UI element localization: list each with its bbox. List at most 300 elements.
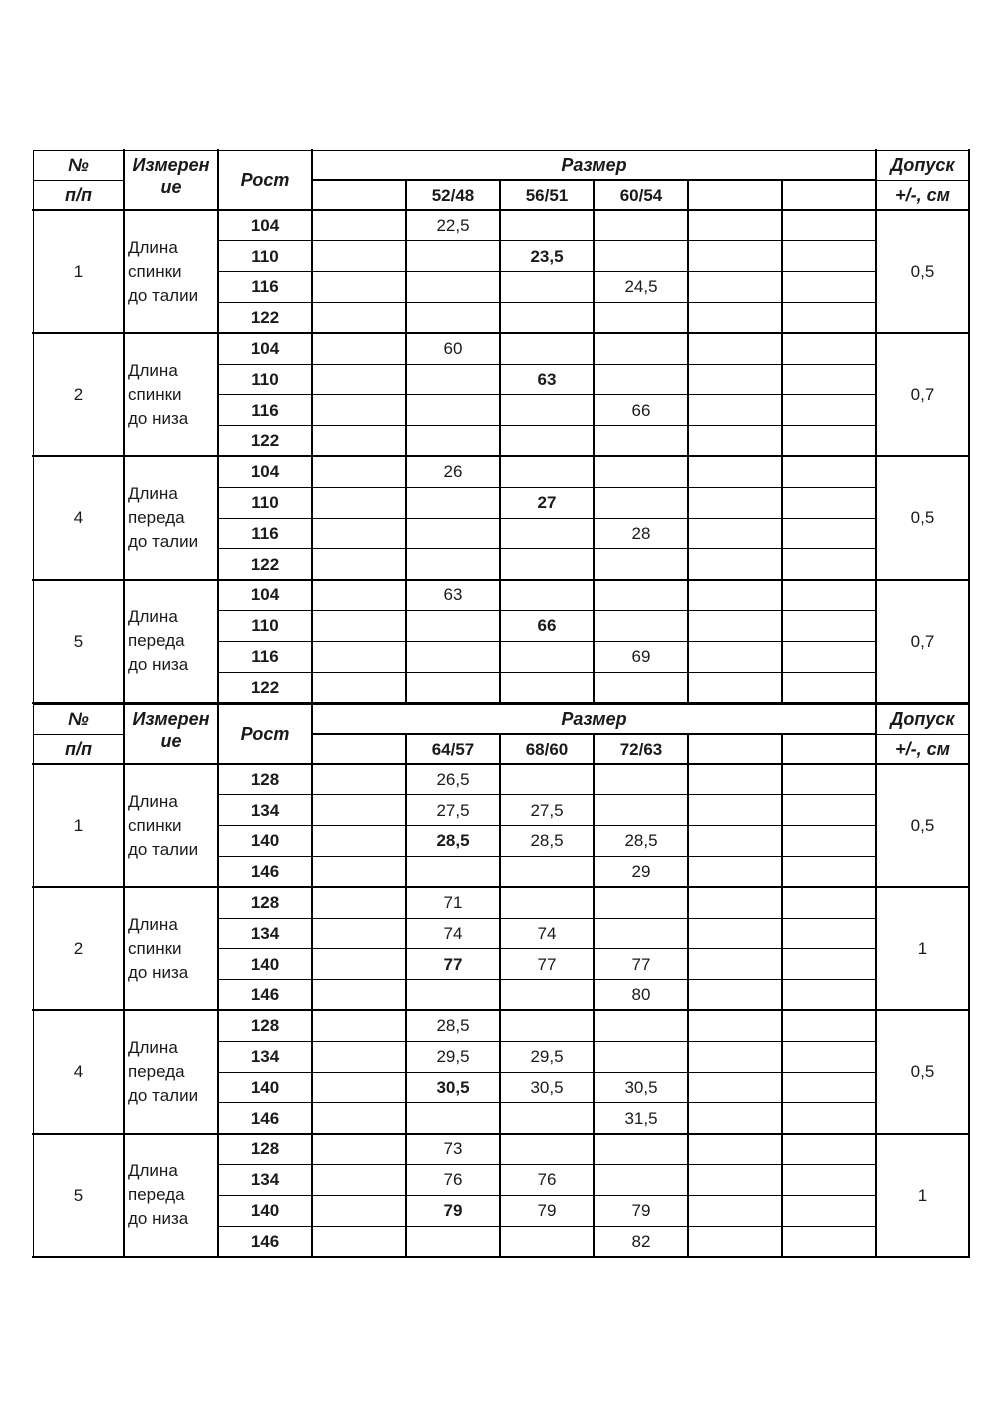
tolerance-value: 1 (917, 1185, 928, 1205)
table-cell (594, 918, 688, 949)
table-cell (782, 1134, 876, 1165)
table-cell (688, 487, 782, 518)
table-cell (782, 1226, 876, 1257)
table-cell (688, 395, 782, 426)
table-cell (688, 580, 782, 611)
table-cell (406, 549, 500, 580)
table-cell: 27,5 (436, 800, 470, 820)
table-rule (876, 180, 970, 181)
table-cell: 28,5 (436, 831, 470, 851)
table-rule (218, 394, 877, 395)
table-rule (218, 825, 877, 826)
tolerance-value: 0,5 (910, 508, 935, 528)
table-cell (594, 887, 688, 918)
height-value: 116 (251, 400, 279, 420)
table-rule (32, 763, 970, 765)
table-cell (500, 980, 594, 1011)
table-cell: 82 (631, 1231, 651, 1251)
header-size: Размер (561, 709, 627, 729)
table-cell (312, 826, 406, 857)
table-rule (687, 179, 689, 704)
table-cell: 30,5 (624, 1077, 658, 1097)
row-number: 4 (73, 1062, 84, 1082)
table-cell (312, 456, 406, 487)
table-cell (500, 764, 594, 795)
height-value: 104 (250, 462, 280, 482)
table-cell (688, 1072, 782, 1103)
table-rule (33, 734, 125, 735)
table-cell (688, 610, 782, 641)
table-rule (32, 209, 970, 211)
table-cell (688, 1010, 782, 1041)
table-cell (688, 826, 782, 857)
table-cell: 60 (443, 339, 463, 359)
table-cell (406, 487, 500, 518)
table-cell (688, 302, 782, 333)
table-rule (218, 302, 877, 303)
table-cell (782, 241, 876, 272)
table-cell (688, 272, 782, 303)
table-rule (123, 149, 125, 704)
table-rule (218, 610, 877, 611)
table-cell (782, 302, 876, 333)
height-value: 116 (251, 647, 279, 667)
table-rule (781, 733, 783, 1258)
table-cell (594, 672, 688, 703)
table-cell (782, 949, 876, 980)
table-rule (218, 1195, 877, 1196)
table-rule (499, 179, 501, 704)
table-cell (312, 241, 406, 272)
table-cell (312, 426, 406, 457)
table-rule (32, 1133, 970, 1135)
table-rule (32, 579, 970, 581)
row-number: 4 (73, 508, 84, 528)
table-rule (311, 703, 313, 1258)
header-tolerance-sub: +/-, см (895, 739, 950, 759)
table-cell (500, 210, 594, 241)
table-rule (33, 150, 34, 704)
table-cell (782, 456, 876, 487)
table-cell (500, 549, 594, 580)
table-cell (782, 426, 876, 457)
table-cell: 74 (443, 923, 463, 943)
header-size-column (688, 734, 782, 764)
table-cell: 77 (443, 954, 463, 974)
table-cell (782, 549, 876, 580)
table-cell: 30,5 (436, 1077, 470, 1097)
table-cell (500, 302, 594, 333)
measurement-name: Длина спинки до талии (128, 237, 199, 305)
table-cell (500, 518, 594, 549)
table-cell (782, 918, 876, 949)
height-value: 128 (250, 1016, 280, 1036)
table-cell (312, 549, 406, 580)
measurement-name: Длина спинки до низа (128, 914, 189, 982)
table-cell (782, 518, 876, 549)
table-rule (32, 332, 970, 334)
table-cell (500, 395, 594, 426)
table-cell (500, 887, 594, 918)
table-cell: 73 (443, 1139, 463, 1159)
table-rule (218, 641, 877, 642)
table-cell (312, 333, 406, 364)
table-cell (782, 887, 876, 918)
table-rule (593, 733, 595, 1258)
table-cell: 26 (443, 462, 463, 482)
table-cell (312, 887, 406, 918)
row-number: 5 (73, 1185, 84, 1205)
table-cell: 66 (631, 400, 651, 420)
table-cell (312, 641, 406, 672)
table-cell (312, 980, 406, 1011)
height-value: 116 (251, 523, 279, 543)
table-rule (311, 149, 313, 704)
table-rule (875, 703, 877, 1258)
header-tolerance: Допуск (890, 709, 955, 729)
table-cell (500, 641, 594, 672)
table-rule (33, 704, 970, 705)
table-rule (687, 733, 689, 1258)
measurement-name: Длина переда до талии (128, 1037, 199, 1105)
table-cell (312, 487, 406, 518)
height-value: 140 (250, 1077, 280, 1097)
table-cell (312, 302, 406, 333)
table-cell (406, 364, 500, 395)
height-value: 116 (251, 277, 279, 297)
table-cell (406, 241, 500, 272)
header-number: № (68, 709, 89, 729)
table-cell (782, 1041, 876, 1072)
table-cell (594, 210, 688, 241)
table-rule (218, 948, 877, 949)
header-size-column (688, 180, 782, 210)
table-cell (688, 364, 782, 395)
table-cell (406, 518, 500, 549)
height-value: 140 (250, 954, 280, 974)
table-cell: 23,5 (530, 246, 564, 266)
height-value: 134 (250, 1047, 280, 1067)
table-rule (968, 149, 970, 704)
measurement-name: Длина спинки до талии (128, 791, 199, 859)
tolerance-value: 0,5 (910, 816, 935, 836)
table-cell: 27,5 (530, 800, 564, 820)
table-rule (218, 672, 877, 673)
table-cell (406, 426, 500, 457)
table-cell (500, 1134, 594, 1165)
height-value: 140 (250, 1201, 280, 1221)
table-cell (500, 272, 594, 303)
table-cell (312, 1134, 406, 1165)
table-rule (218, 271, 877, 272)
height-value: 134 (250, 800, 280, 820)
tolerance-value: 1 (917, 939, 928, 959)
measurement-name: Длина спинки до низа (128, 360, 189, 428)
table-cell (688, 764, 782, 795)
table-cell (406, 856, 500, 887)
table-cell: 66 (537, 616, 557, 636)
measurement-name: Длина переда до низа (128, 1161, 189, 1229)
table-cell: 29 (631, 862, 651, 882)
table-cell (312, 364, 406, 395)
table-cell (688, 1103, 782, 1134)
table-cell (594, 487, 688, 518)
tolerance-value: 0,7 (910, 631, 935, 651)
height-value: 146 (250, 985, 280, 1005)
table-cell (594, 1041, 688, 1072)
measurement-name: Длина переда до низа (128, 607, 189, 675)
measurement-name: Длина переда до талии (128, 483, 199, 551)
table-cell: 24,5 (624, 277, 658, 297)
height-value: 128 (250, 893, 280, 913)
header-measurement-sub: ие (160, 177, 182, 197)
table-rule (33, 180, 125, 181)
table-rule (218, 364, 877, 365)
table-cell (688, 980, 782, 1011)
table-cell (312, 610, 406, 641)
row-number: 5 (73, 631, 84, 651)
height-value: 110 (251, 616, 279, 636)
table-cell (594, 1134, 688, 1165)
table-rule (32, 886, 970, 888)
header-number-sub: п/п (65, 185, 92, 205)
tolerance-value: 0,5 (910, 262, 935, 282)
table-cell (688, 1226, 782, 1257)
table-rule (218, 425, 877, 426)
table-cell (688, 1041, 782, 1072)
table-rule (218, 518, 877, 519)
header-measurement: Измерен (132, 155, 210, 175)
table-rule (218, 856, 877, 857)
height-value: 110 (251, 246, 279, 266)
table-cell (312, 580, 406, 611)
table-cell (688, 549, 782, 580)
table-cell (594, 456, 688, 487)
table-cell (406, 272, 500, 303)
table-cell: 63 (537, 369, 557, 389)
table-cell (688, 241, 782, 272)
table-cell (312, 1164, 406, 1195)
table-cell (594, 426, 688, 457)
table-cell (688, 856, 782, 887)
height-value: 110 (251, 493, 279, 513)
table-cell (594, 1164, 688, 1195)
header-size-column (312, 180, 406, 210)
table-cell (594, 764, 688, 795)
table-cell (688, 672, 782, 703)
table-rule (32, 1009, 970, 1011)
table-cell (688, 1134, 782, 1165)
table-cell (782, 610, 876, 641)
table-cell (500, 456, 594, 487)
row-number: 2 (73, 939, 84, 959)
table-cell: 79 (537, 1201, 557, 1221)
table-cell (782, 1164, 876, 1195)
table-rule (875, 149, 877, 704)
header-number-sub: п/п (65, 739, 92, 759)
table-cell: 22,5 (436, 215, 470, 235)
height-value: 128 (250, 769, 280, 789)
table-cell (688, 641, 782, 672)
height-value: 134 (250, 923, 280, 943)
row-number: 2 (73, 385, 84, 405)
table-rule (217, 703, 219, 1258)
table-rule (499, 733, 501, 1258)
table-cell (782, 980, 876, 1011)
table-cell (594, 580, 688, 611)
table-cell (782, 1010, 876, 1041)
height-value: 104 (250, 215, 280, 235)
table-cell: 76 (443, 1170, 463, 1190)
height-value: 122 (250, 554, 280, 574)
table-cell (782, 333, 876, 364)
table-cell: 79 (631, 1201, 651, 1221)
header-height: Рост (240, 724, 290, 744)
table-rule (218, 1102, 877, 1103)
table-cell (782, 272, 876, 303)
header-size-column: 56/51 (525, 185, 569, 205)
table-cell: 77 (537, 954, 557, 974)
header-size: Размер (561, 155, 627, 175)
table-cell (688, 426, 782, 457)
table-rule (33, 150, 970, 151)
height-value: 146 (250, 1231, 280, 1251)
header-height: Рост (240, 170, 290, 190)
table-cell: 28,5 (624, 831, 658, 851)
table-rule (218, 487, 877, 488)
table-cell (406, 1226, 500, 1257)
header-number: № (68, 155, 89, 175)
table-cell (312, 1195, 406, 1226)
table-cell (594, 1010, 688, 1041)
table-cell (312, 1010, 406, 1041)
table-cell (594, 241, 688, 272)
table-cell (500, 1010, 594, 1041)
header-size-column: 60/54 (619, 185, 663, 205)
table-cell (594, 549, 688, 580)
table-rule (218, 1226, 877, 1227)
table-rule (218, 918, 877, 919)
table-cell (500, 1103, 594, 1134)
table-cell: 28,5 (436, 1016, 470, 1036)
table-cell (782, 1103, 876, 1134)
table-rule (405, 733, 407, 1258)
header-size-column: 72/63 (619, 739, 663, 759)
table-rule (218, 548, 877, 549)
table-cell (782, 641, 876, 672)
table-cell (500, 426, 594, 457)
height-value: 122 (250, 308, 280, 328)
table-cell (312, 210, 406, 241)
table-cell (688, 210, 782, 241)
table-cell: 71 (443, 893, 463, 913)
height-value: 122 (250, 677, 280, 697)
table-cell: 74 (537, 923, 557, 943)
table-cell (594, 302, 688, 333)
table-cell (688, 949, 782, 980)
table-cell: 80 (631, 985, 651, 1005)
table-cell (782, 764, 876, 795)
table-cell (782, 580, 876, 611)
table-cell: 63 (443, 585, 463, 605)
table-cell (500, 856, 594, 887)
table-cell (406, 641, 500, 672)
table-cell: 28 (631, 523, 651, 543)
table-cell (782, 487, 876, 518)
table-rule (593, 179, 595, 704)
table-cell: 77 (631, 954, 651, 974)
row-number: 1 (73, 816, 84, 836)
table-cell (688, 1164, 782, 1195)
table-rule (33, 704, 34, 1258)
table-cell (312, 1072, 406, 1103)
table-cell (312, 672, 406, 703)
table-cell (312, 949, 406, 980)
table-cell (688, 887, 782, 918)
table-cell: 27 (537, 493, 557, 513)
table-cell (688, 795, 782, 826)
height-value: 104 (250, 339, 280, 359)
table-cell (782, 1195, 876, 1226)
table-cell (782, 1072, 876, 1103)
table-cell (782, 364, 876, 395)
header-size-column (782, 734, 876, 764)
height-value: 110 (251, 369, 279, 389)
table-cell: 69 (631, 647, 651, 667)
table-cell (782, 795, 876, 826)
height-value: 134 (250, 1170, 280, 1190)
header-size-column (312, 734, 406, 764)
table-cell (782, 826, 876, 857)
table-cell (312, 856, 406, 887)
table-cell: 29,5 (436, 1047, 470, 1067)
table-rule (218, 794, 877, 795)
table-cell (312, 272, 406, 303)
table-cell (594, 364, 688, 395)
header-measurement-sub: ие (160, 731, 182, 751)
row-number: 1 (73, 262, 84, 282)
table-cell (782, 395, 876, 426)
table-cell (312, 518, 406, 549)
table-rule (218, 979, 877, 980)
header-measurement: Измерен (132, 709, 210, 729)
table-cell (406, 395, 500, 426)
table-cell (500, 580, 594, 611)
table-cell (500, 672, 594, 703)
table-cell (594, 610, 688, 641)
table-cell: 79 (443, 1201, 463, 1221)
header-size-column: 64/57 (431, 739, 475, 759)
tolerance-value: 0,5 (910, 1062, 935, 1082)
table-cell (312, 918, 406, 949)
table-cell (312, 795, 406, 826)
table-cell (688, 456, 782, 487)
table-cell (312, 1226, 406, 1257)
table-rule (218, 1164, 877, 1165)
table-rule (32, 1256, 970, 1258)
table-cell (688, 1195, 782, 1226)
table-cell: 30,5 (530, 1077, 564, 1097)
table-cell (500, 333, 594, 364)
table-cell (688, 333, 782, 364)
table-rule (405, 179, 407, 704)
table-cell: 28,5 (530, 831, 564, 851)
table-cell: 26,5 (436, 769, 470, 789)
table-cell: 76 (537, 1170, 557, 1190)
table-cell (406, 610, 500, 641)
table-cell (406, 672, 500, 703)
table-cell (312, 764, 406, 795)
